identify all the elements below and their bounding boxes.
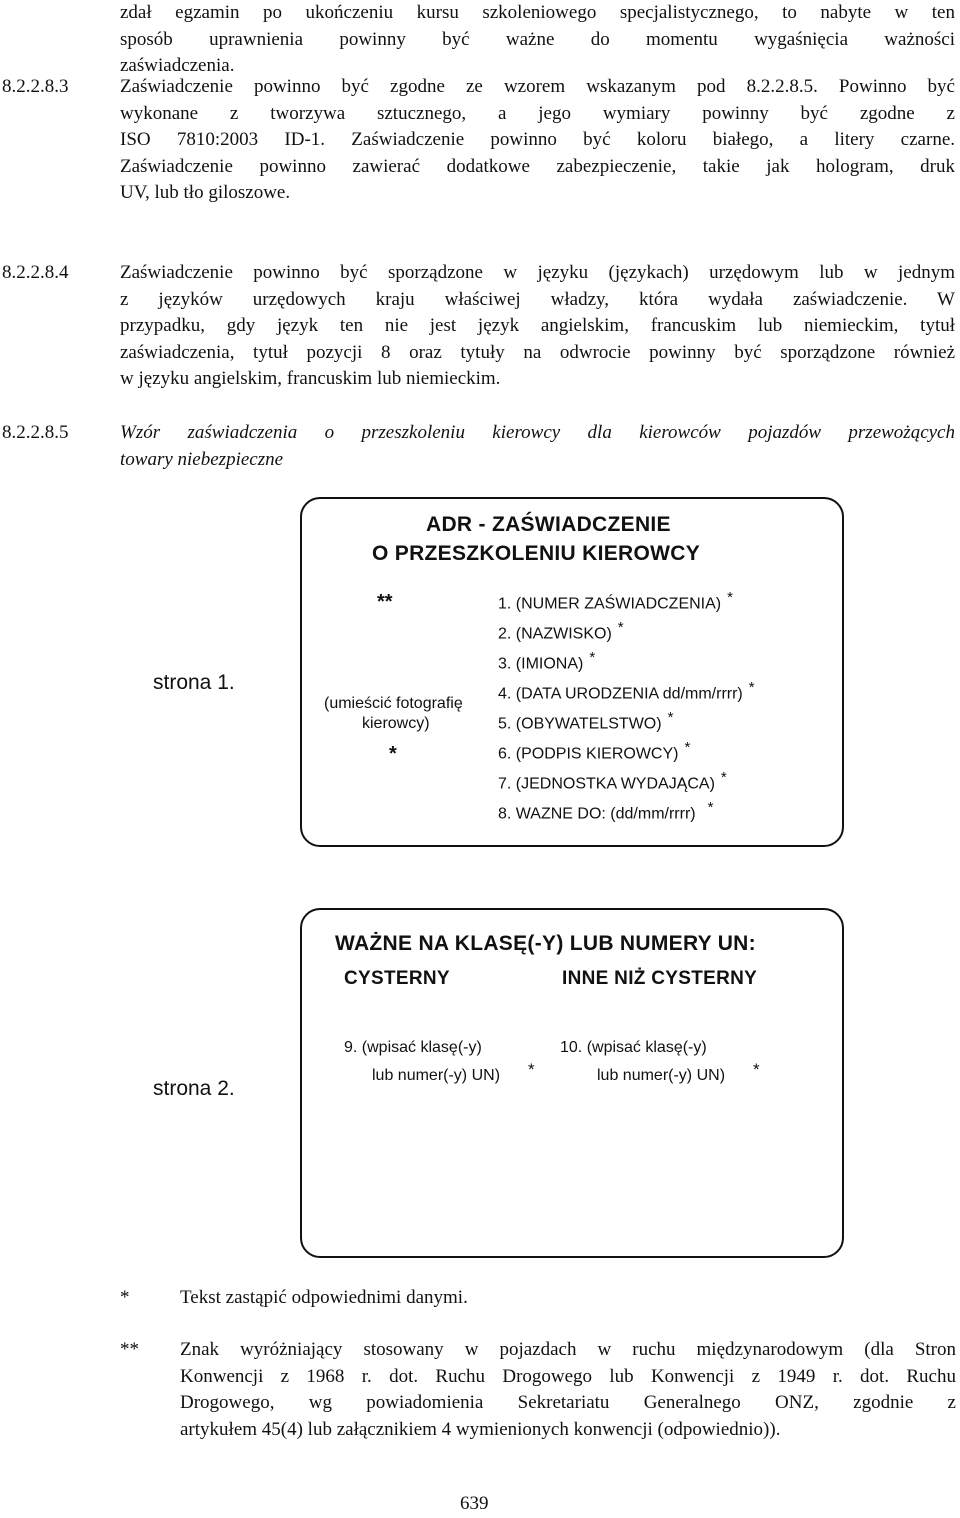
field-star: * [667,709,674,726]
text-line: artykułem 45(4) lub załącznikiem 4 wymienionych konwencji (odpowiednio)). [180,1418,781,1440]
field-star: * [684,739,691,756]
field-label: 6. (PODPIS KIEROWCY) [498,745,679,763]
field-label: 8. WAZNE DO: (dd/mm/rrrr) [498,805,696,823]
text-line: Wzór zaświadczenia o przeszkoleniu kierowcy dla kierowców pojazdów przewożących [120,422,955,443]
text-line: towary niebezpieczne [120,448,284,470]
text-line: Zaświadczenie powinno być zgodne ze wzorem wskazanym pod 8.2.2.8.5. Powinno być [120,76,955,97]
text-line: sposób uprawnienia powinny być ważne do momentu wygaśnięcia ważności [120,28,955,50]
text-line: Drogowego, wg powiadomienia Sekretariatu Generalnego ONZ, zgodnie z [180,1392,956,1413]
field-item [498,619,624,643]
text-line: Zaświadczenie powinno być sporządzone w języku (językach) urzędowym lub w jednym [120,262,955,283]
certificate-front-card [300,497,844,847]
text-line: zaświadczenia. [120,55,235,76]
field-star: * [748,679,755,696]
field-item [498,679,755,703]
footnote-marker: ** [120,1339,139,1360]
footnote-text: Tekst zastąpić odpowiednimi danymi. [180,1287,468,1308]
intro-paragraph [120,0,955,80]
column-head-tanks: CYSTERNY [344,968,450,989]
field-item [498,589,733,613]
side-label-2: strona 2. [153,1077,235,1100]
column-head-other: INNE NIŻ CYSTERNY [562,968,758,989]
section-body [120,260,955,393]
field-star: * [589,649,596,666]
field-10-line-1: 10. (wpisać klasę(-y) [560,1039,707,1056]
card-back-title: WAŻNE NA KLASĘ(-Y) LUB NUMERY UN: [335,932,756,955]
photo-placeholder-line-2: kierowcy) [362,715,430,732]
card-title-line-1: ADR - ZAŚWIADCZENIE [426,513,671,536]
section-number: 8.2.2.8.3 [2,76,69,97]
field-star: * [707,799,714,816]
field-star: * [727,589,733,606]
field-label: 1. (NUMER ZAŚWIADCZENIA) [498,595,722,613]
text-line: Konwencji z 1968 r. dot. Ruchu Drogowego lub Konwencji z 1949 r. dot. Ruchu [180,1365,956,1387]
field-item [498,769,727,793]
field-9-line-1: 9. (wpisać klasę(-y) [344,1039,482,1056]
field-item [498,739,690,763]
photo-placeholder-line-1: (umieścić fotografię [324,695,463,712]
field-10-star: * [753,1060,760,1079]
field-10-line-2: lub numer(-y) UN) [597,1067,726,1084]
field-label: 4. (DATA URODZENIA dd/mm/rrrr) [498,685,743,703]
section-number: 8.2.2.8.5 [2,422,69,443]
footnote-marker: * [120,1287,130,1308]
field-item [498,649,595,673]
text-line: zdał egzamin po ukończeniu kursu szkoleniowego specjalistycznego, to nabyte w ten [120,2,955,23]
side-label-1: strona 1. [153,671,235,694]
field-label: 5. (OBYWATELSTWO) [498,715,662,733]
text-line: w języku angielskim, francuskim lub niemieckim. [120,368,501,389]
field-9-line-2: lub numer(-y) UN) [372,1067,501,1084]
field-item [498,709,673,733]
text-line: Znak wyróżniający stosowany w pojazdach w ruchu międzynarodowym (dla Stron [180,1339,956,1360]
text-line: wykonane z tworzywa sztucznego, a jego wymiary powinny być zgodne z [120,102,955,124]
text-line: zaświadczenia, tytuł pozycji 8 oraz tytuły na odwrocie powinny być sporządzone również [120,341,955,363]
page-number: 639 [460,1493,489,1514]
field-item [498,799,713,823]
field-label: 2. (NAZWISKO) [498,625,612,643]
field-label: 3. (IMIONA) [498,655,584,673]
text-line: przypadku, gdy język ten nie jest język angielskim, francuskim lub niemieckim, tytuł [120,315,955,336]
distinguishing-sign-marker: ** [377,591,393,613]
text-line: Zaświadczenie powinno zawierać dodatkowe zabezpieczenie, takie jak hologram, druk [120,155,955,177]
text-line: UV, lub tło giloszowe. [120,182,291,203]
photo-star: * [389,743,397,765]
section-heading [120,420,955,473]
field-star: * [617,619,624,636]
field-label: 7. (JEDNOSTKA WYDAJĄCA) [498,775,715,793]
text-line: z języków urzędowych kraju właściwej władzy, która wydała zaświadczenie. W [120,288,955,310]
field-9-star: * [528,1060,535,1079]
certificate-back-card [300,908,844,1258]
footnote-text [180,1337,956,1443]
section-number: 8.2.2.8.4 [2,262,69,283]
text-line: ISO 7810:2003 ID-1. Zaświadczenie powinno być koloru białego, a litery czarne. [120,129,955,150]
card-title-line-2: O PRZESZKOLENIU KIEROWCY [372,542,701,565]
field-star: * [720,769,727,786]
section-body [120,74,955,207]
